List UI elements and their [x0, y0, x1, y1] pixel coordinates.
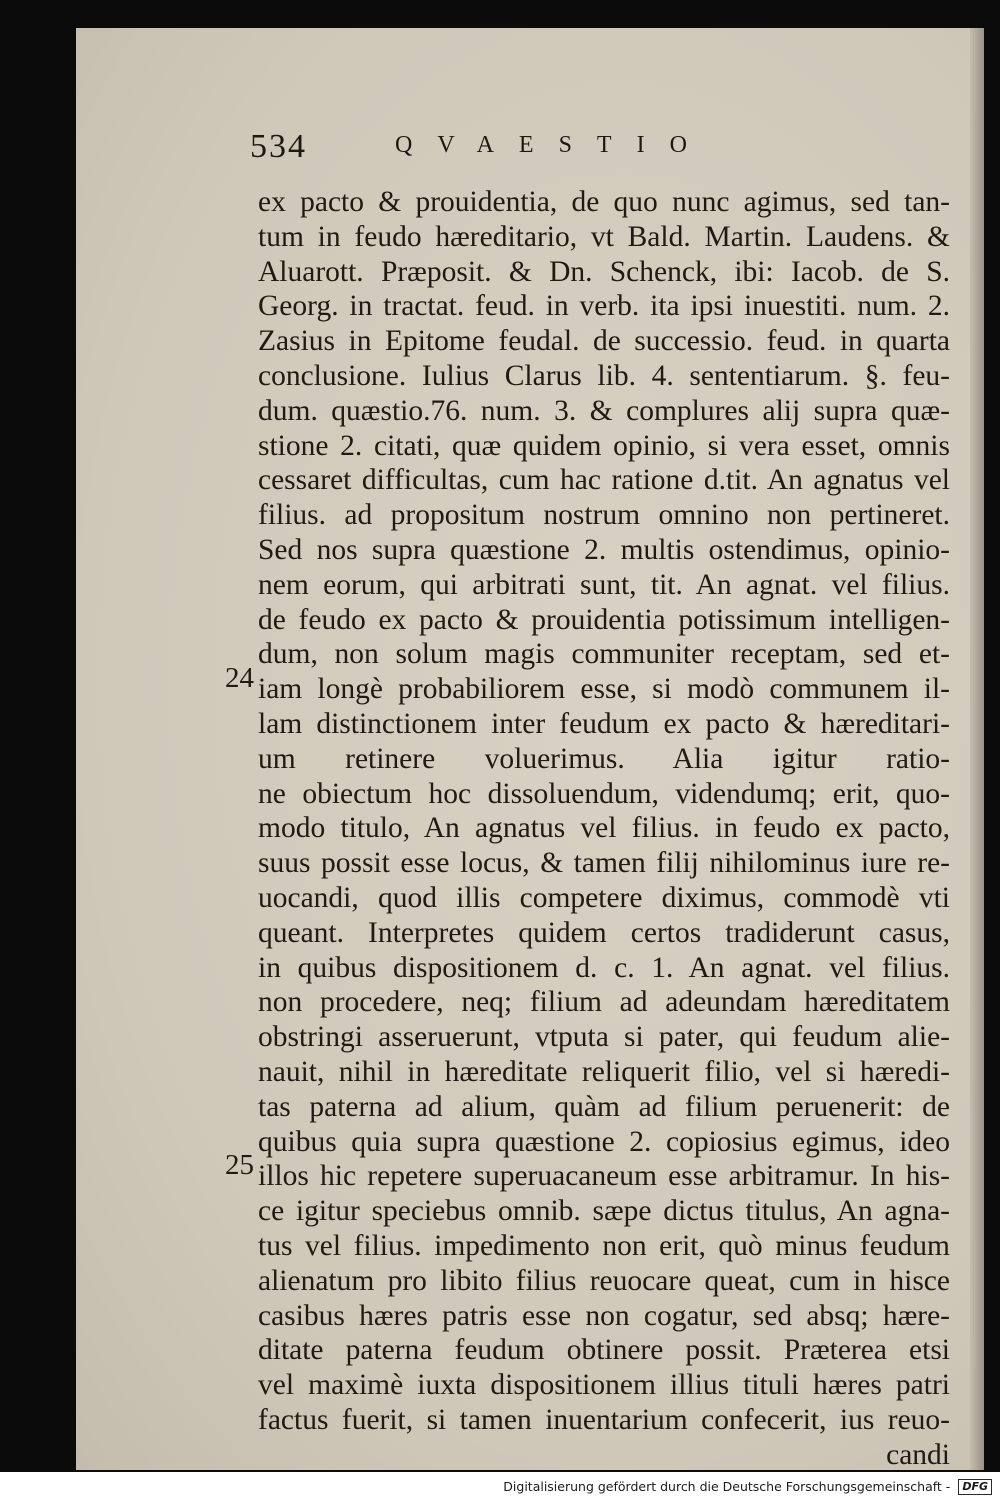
text-line: filius. ad propositum nostrum omnino non pertineret.: [258, 499, 950, 532]
body-text: [258, 185, 950, 1472]
footer-band: [0, 1472, 1000, 1499]
text-line: stione 2. citati, quæ quidem opinio, si vera esset, omnis: [258, 429, 950, 462]
text-line: in quibus dispositionem d. c. 1. An agnat. vel filius.: [258, 951, 950, 984]
text-line: de feudo ex pacto & prouidentia potissimum intelligen-: [258, 603, 950, 636]
text-line: Zasius in Epitome feudal. de successio. feud. in quarta: [258, 325, 950, 358]
text-line: tum in feudo hæreditario, vt Bald. Martin. Laudens. &: [258, 220, 950, 253]
text-line: um retinere voluerimus. Alia igitur ratio-: [258, 742, 950, 775]
text-line: ne obiectum hoc dissoluendum, videndumq; erit, quo-: [258, 777, 950, 810]
margin-number-24: 24: [225, 662, 254, 694]
text-line: uocandi, quod illis competere diximus, commodè vti: [258, 881, 950, 914]
running-head: QVAESTIO: [395, 132, 712, 158]
text-line: non procedere, neq; filium ad adeundam hæreditatem: [258, 986, 950, 1019]
page-edge-shadow: [970, 28, 984, 1470]
text-line: queant. Interpretes quidem certos tradiderunt casus,: [258, 916, 950, 949]
text-line: ex pacto & prouidentia, de quo nunc agimus, sed tan-: [258, 186, 950, 218]
text-line: nauit, nihil in hæreditate reliquerit filio, vel si hæredi-: [258, 1055, 950, 1088]
text-line: modo titulo, An agnatus vel filius. in feudo ex pacto,: [258, 812, 950, 845]
text-line: Sed nos supra quæstione 2. multis ostendimus, opinio-: [258, 533, 950, 566]
text-line: factus fuerit, si tamen inuentarium confecerit, ius reuo-: [258, 1403, 950, 1436]
text-line: iam longè probabiliorem esse, si modò communem il-: [258, 673, 950, 706]
text-line: tus vel filius. impedimento non erit, quò minus feudum: [258, 1229, 950, 1262]
text-line: nem eorum, qui arbitrati sunt, tit. An agnat. vel filius.: [258, 568, 950, 601]
text-line: lam distinctionem inter feudum ex pacto & hæreditari-: [258, 707, 950, 740]
margin-number-25: 25: [225, 1149, 254, 1181]
text-line: obstringi asseruerunt, vtputa si pater, qui feudum alie-: [258, 1021, 950, 1054]
text-line: alienatum pro libito filius reuocare queat, cum in hisce: [258, 1264, 950, 1297]
text-line: ce igitur speciebus omnib. sæpe dictus titulus, An agna-: [258, 1195, 950, 1228]
text-line: quibus quia supra quæstione 2. copiosius egimus, ideo: [258, 1125, 950, 1158]
text-line: dum. quæstio.76. num. 3. & complures alij supra quæ-: [258, 394, 950, 427]
text-line: suus possit esse locus, & tamen filij nihilominus iure re-: [258, 847, 950, 880]
text-line: cessaret difficultas, cum hac ratione d.tit. An agnatus vel: [258, 464, 950, 497]
text-line: ditate paterna feudum obtinere possit. Præterea etsi: [258, 1334, 950, 1367]
funding-credit-text: Digitalisierung gefördert durch die Deutsche Forschungsgemeinschaft -: [503, 1478, 951, 1494]
text-line: Aluarott. Præposit. & Dn. Schenck, ibi: Iacob. de S.: [258, 255, 950, 288]
text-line: casibus hæres patris esse non cogatur, sed absq; hære-: [258, 1299, 950, 1332]
dfg-logo: DFG: [958, 1479, 992, 1495]
page-number: 534: [250, 128, 307, 165]
text-line: conclusione. Iulius Clarus lib. 4. sententiarum. §. feu-: [258, 359, 950, 392]
text-line: vel maximè iuxta dispositionem illius tituli hæres patri: [258, 1369, 950, 1402]
text-line: illos hic repetere superuacaneum esse arbitramur. In his-: [258, 1160, 950, 1193]
funding-credit: [503, 1479, 992, 1496]
text-line: tas paterna ad alium, quàm ad filium peruenerit: de: [258, 1090, 950, 1123]
text-line: candi: [886, 1438, 950, 1471]
text-line: Georg. in tractat. feud. in verb. ita ipsi inuestiti. num. 2.: [258, 290, 950, 323]
text-line: dum, non solum magis communiter receptam, sed et-: [258, 638, 950, 671]
